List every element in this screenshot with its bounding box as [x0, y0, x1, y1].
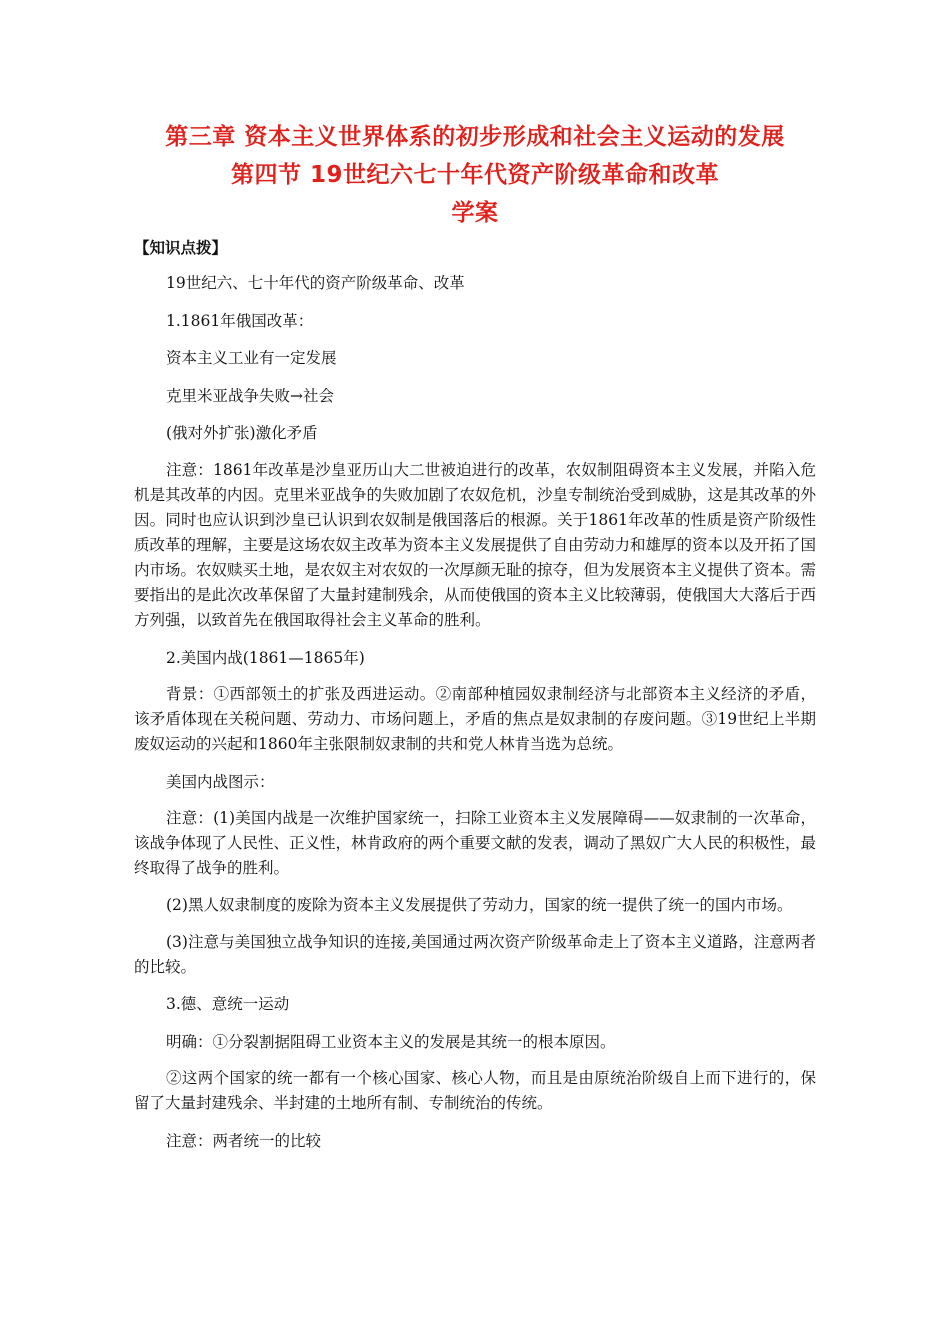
section-title: 第四节 19世纪六七十年代资产阶级革命和改革	[230, 162, 719, 188]
paragraph: 注意：1861年改革是沙皇亚历山大二世被迫进行的改革，农奴制阻碍资本主义发展，并陷入危机是其改革的内因。克里米亚战争的失败加剧了农奴危机，沙皇专制统治受到威胁，这是其改革的外因。同时也应认识到沙皇已认识到农奴制是俄国落后的根源。关于1861年改革的性质是资产阶级性质改革的理解，主要是这场农奴主改革为资本主义发展提供了自由劳动力和雄厚的资本以及开拓了国内市场。农奴赎买土地，是农奴主对农奴的一次厚颜无耻的掠夺，但为发展资本主义提供了资本。需要指出的是此次改革保留了大量封建制残余，从而使俄国的资本主义比较薄弱，使俄国大大落后于西方列强，以致首先在俄国取得社会主义革命的胜利。	[134, 460, 817, 629]
paragraph: (2)黑人奴隶制度的废除为资本主义发展提供了劳动力，国家的统一提供了统一的国内市场。	[166, 895, 793, 914]
paragraph: 克里米亚战争失败→社会	[166, 386, 334, 405]
paragraph: (3)注意与美国独立战争知识的连接,美国通过两次资产阶级革命走上了资本主义道路，注意两者的比较。	[134, 932, 816, 976]
paragraph: 注意：(1)美国内战是一次维护国家统一，扫除工业资本主义发展障碍——奴隶制的一次革命，该战争体现了人民性、正义性，林肯政府的两个重要文献的发表，调动了黑奴广大人民的积极性，最终取得了战争的胜利。	[134, 809, 817, 878]
paragraph: 注意：两者统一的比较	[166, 1131, 322, 1150]
paragraph: 明确：①分裂割据阻碍工业资本主义的发展是其统一的根本原因。	[166, 1032, 616, 1051]
doc-type-title: 学案	[451, 200, 499, 226]
content-body	[134, 236, 816, 1166]
paragraph: 3.德、意统一运动	[166, 995, 290, 1014]
paragraph: ②这两个国家的统一都有一个核心国家、核心人物，而且是由原统治阶级自上而下进行的，保留了大量封建残余、半封建的土地所有制、专制统治的传统。	[134, 1069, 816, 1113]
paragraph: 美国内战图示：	[166, 772, 275, 791]
section-label: 【知识点拨】	[134, 239, 228, 257]
paragraph: 2.美国内战(1861—1865年)	[166, 648, 365, 667]
paragraph: 资本主义工业有一定发展	[166, 349, 337, 368]
paragraph: 1.1861年俄国改革：	[166, 311, 314, 330]
paragraph: 19世纪六、七十年代的资产阶级革命、改革	[166, 274, 465, 292]
paragraph: (俄对外扩张)激化矛盾	[166, 424, 318, 443]
title-block	[0, 118, 950, 232]
chapter-title: 第三章 资本主义世界体系的初步形成和社会主义运动的发展	[165, 124, 785, 150]
paragraph: 背景：①西部领土的扩张及西进运动。②南部种植园奴隶制经济与北部资本主义经济的矛盾，该矛盾体现在关税问题、劳动力、市场问题上，矛盾的焦点是奴隶制的存废问题。③19世纪上半期废奴运动的兴起和1860年主张限制奴隶制的共和党人林肯当选为总统。	[134, 685, 816, 754]
